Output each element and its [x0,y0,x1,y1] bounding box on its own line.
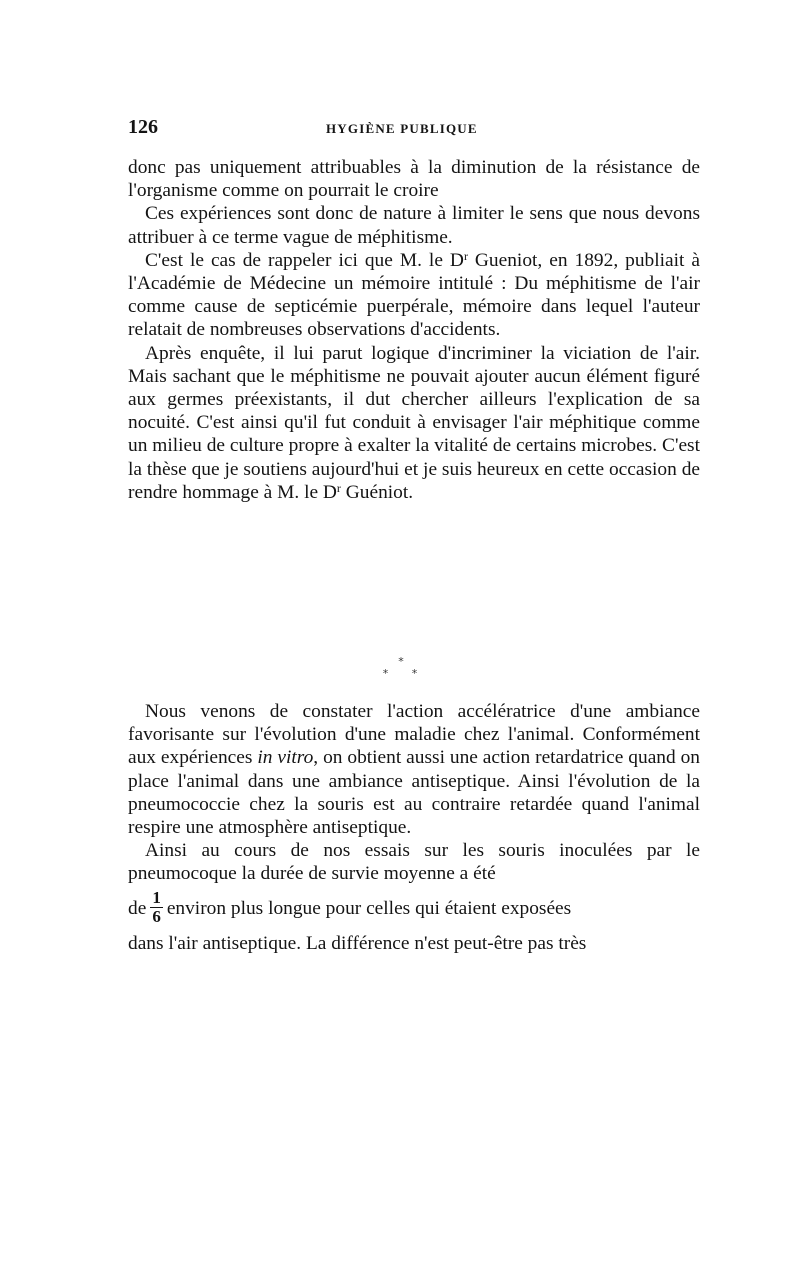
paragraph-text: Après enquête, il lui parut logique d'incriminer la viciation de l'air. Mais sachant que le méphitisme ne pouvait ajouter aucun élément figuré aux germes préexistants, il dut chercher ailleurs l'explication de sa nocuité. C'est ainsi qu'il fut conduit à envisager l'air méphitique comme un milieu de culture propre à exalter la vitalité de certains microbes. C'est la thèse que je soutiens aujourd'hui et je suis heureux en cette occasion de rendre hommage à M. le D [128,342,700,503]
paragraph [128,700,700,839]
page-header [128,116,698,142]
text-block-lower [128,700,700,955]
paragraph-continuation [128,156,700,202]
paragraph [128,249,700,342]
asterism-separator [0,656,800,680]
fraction-denominator: 6 [152,906,161,926]
superscript: r [336,480,341,495]
paragraph-text: Gueniot, en 1892, publiait à l'Académie de Médecine un mémoire intitulé : Du méphitisme de l'air comme cause de septicémie puerpérale, mémoire dans lequel l'auteur relatait de nombreuses observations d'accidents. [128,249,700,341]
paragraph-text: dans l'air antiseptique. La différence n'est peut-être pas très [128,932,587,954]
paragraph [128,342,700,504]
superscript: r [463,248,468,263]
paragraph-text: , on obtient aussi une action retardatrice quand on place l'animal dans une ambiance antiseptique. Ainsi l'évolution de la pneumococcie chez la souris est au contraire retardée quand l'animal respire une atmosphère antiseptique. [128,747,701,839]
fraction-numerator: 1 [152,887,161,907]
paragraph-text: C'est le cas de rappeler ici que M. le D [145,249,464,271]
paragraph [128,202,700,248]
page-number: 126 [128,116,158,138]
paragraph-text: Guéniot. [340,481,414,503]
paragraph-text: Ainsi au cours de nos essais sur les souris inoculées par le pneumocoque la durée de survie moyenne a été [128,840,700,885]
fraction [150,889,163,926]
italic-text: in vitro [257,747,314,769]
paragraph-text: environ plus longue pour celles qui étaient exposées [166,897,572,919]
asterism-bottom: * * [382,667,428,680]
paragraph-continuation [128,932,700,955]
word-de: de [128,897,147,919]
paragraph-text: Ces expériences sont donc de nature à limiter le sens que nous devons attribuer à ce terme vague de méphitisme. [128,203,700,248]
text-block-upper [128,156,700,504]
fraction-line [128,886,700,932]
paragraph [128,839,700,885]
paragraph-text: donc pas uniquement attribuables à la diminution de la résistance de l'organisme comme on pourrait le croire [128,157,700,202]
asterism-top: * [398,655,404,668]
running-head: HYGIÈNE PUBLIQUE [326,121,478,136]
paragraph-text: Nous venons de constater l'action accélératrice d'une ambiance favorisante sur l'évolution d'une maladie chez l'animal. Conformément aux expériences [128,701,700,769]
